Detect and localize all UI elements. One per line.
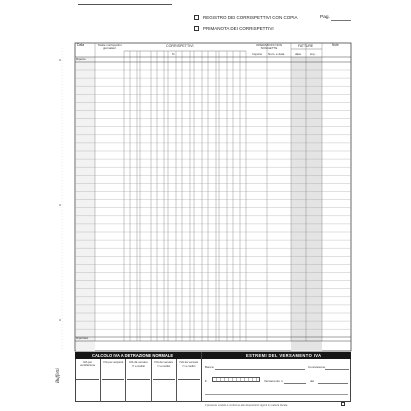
iva-column (151, 359, 176, 402)
iva-credito-check: ☐ a credito (157, 365, 171, 369)
col-note-header: Note (332, 43, 339, 47)
field-codice-label: Versamento n. (264, 379, 284, 383)
iva-amount-field[interactable] (76, 379, 99, 400)
iva-credito-check: ☐ a credito (182, 365, 196, 369)
field-concessione-line[interactable] (325, 369, 349, 370)
footnote: Il presente modulo è conforme alle disposizioni vigenti in materia fiscale. (205, 404, 289, 407)
field-data-label: del (310, 379, 315, 383)
signature-line[interactable] (205, 394, 348, 395)
field-concessione-label: Concessione (308, 365, 326, 369)
field-importo-label: € (205, 379, 207, 383)
block-divider (201, 352, 202, 402)
iva-columns (75, 359, 201, 402)
versamento-title: ESTREMI DEL VERSAMENTO IVA (246, 353, 322, 358)
iva-credito-check: ☐ a credito (131, 365, 145, 369)
iva-title: CALCOLO IVA A DETRAZIONE NORMALE (92, 353, 174, 358)
col-data-header: Data (77, 43, 85, 47)
iva-amount-field[interactable] (153, 379, 175, 400)
iva-column (100, 359, 125, 402)
iva-column (125, 359, 150, 402)
sub-importo: Importo (252, 52, 263, 56)
field-codice-line[interactable] (284, 383, 306, 384)
iva-amount-field[interactable] (102, 379, 124, 400)
sub-nfattura: Num. e data (268, 52, 285, 56)
iva-column-label: IVA da versare (179, 360, 199, 364)
iva-amount-field[interactable] (127, 379, 149, 400)
iva-column-label: IVA per acquisti (103, 360, 124, 364)
iva-column-label: IVA da versare (129, 360, 148, 364)
brand-logo: Buffetti (56, 368, 61, 383)
sub-data: data (295, 52, 301, 56)
row-riporto-label: Riporto (76, 57, 86, 61)
option-primanota-label: PRIMANOTA DEI CORRISPETTIVI (203, 26, 274, 31)
iva-column (75, 359, 100, 402)
sub-aliq: % (172, 52, 175, 56)
page-label: Pag. (320, 15, 330, 20)
iva-column-label: IVA per ventilazione (79, 360, 96, 368)
col-fatture-header: FATTURE (298, 44, 314, 48)
col-operazioni-header: OPERAZIONI NON SOGGETTE (255, 43, 282, 51)
footer-checkbox[interactable] (341, 402, 345, 406)
field-banca-line[interactable] (215, 369, 305, 370)
col-corrispettivi-header: CORRISPETTIVI (166, 44, 194, 48)
field-data-line[interactable] (318, 383, 348, 384)
row-riportare-label: Riportare (76, 336, 89, 340)
option-registro-label: REGISTRO DEI CORRISPETTIVI CON COPIA (203, 15, 298, 20)
sub-imp: imp. (310, 52, 316, 56)
field-banca-label: Banca (205, 365, 214, 369)
iva-column (176, 359, 201, 402)
iva-amount-field[interactable] (178, 379, 200, 400)
col-totale-header: Totale corrispettivi giornalieri (97, 43, 122, 51)
field-importo-boxes[interactable] (212, 377, 260, 382)
iva-column-label: IVA da versare (154, 360, 174, 364)
